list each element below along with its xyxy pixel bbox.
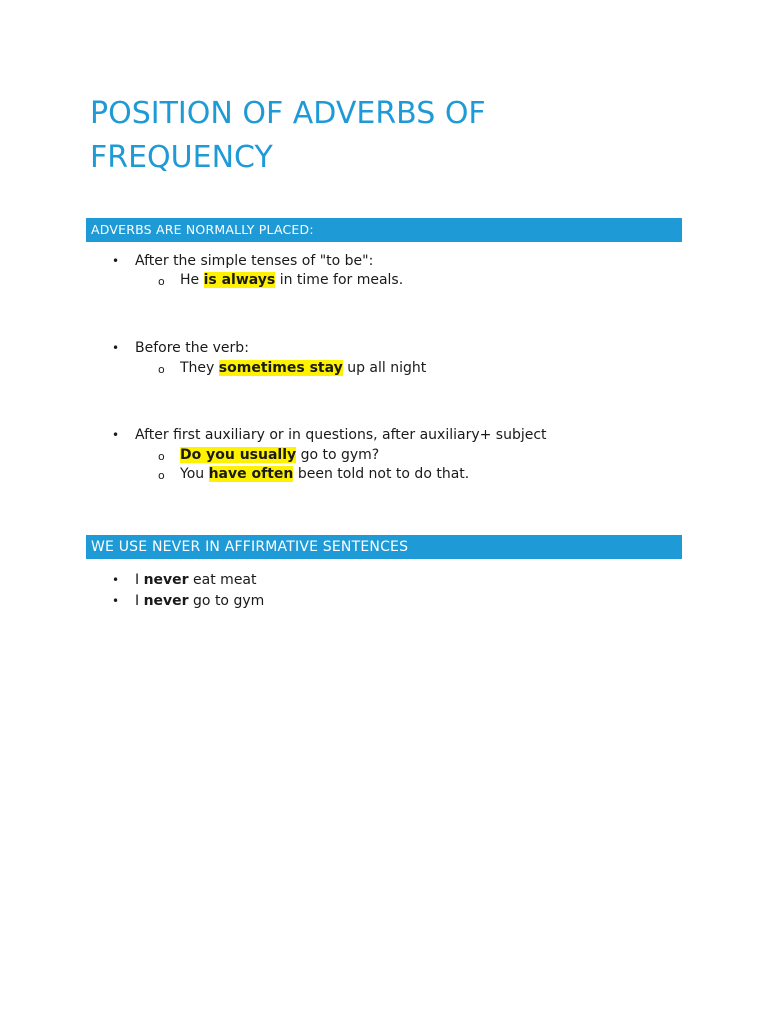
never-example: I never eat meat bbox=[135, 572, 257, 588]
bullet-icon: • bbox=[112, 573, 120, 587]
list-item-rule: After first auxiliary or in questions, after auxiliary+ subject bbox=[135, 427, 547, 443]
sub-bullet-icon: o bbox=[158, 469, 165, 482]
bold-never: never bbox=[143, 593, 189, 609]
example-sentence: He is always in time for meals. bbox=[180, 272, 404, 288]
bold-never: never bbox=[143, 572, 189, 588]
never-example: I never go to gym bbox=[135, 593, 265, 609]
highlighted-adverb: is always bbox=[203, 272, 276, 288]
example-sentence: They sometimes stay up all night bbox=[180, 360, 427, 376]
list-item-rule: After the simple tenses of "to be": bbox=[135, 253, 374, 269]
sub-bullet-icon: o bbox=[158, 450, 165, 463]
bullet-icon: • bbox=[112, 254, 120, 268]
highlighted-adverb: have often bbox=[208, 466, 294, 482]
section-heading-never: WE USE NEVER IN AFFIRMATIVE SENTENCES bbox=[86, 535, 682, 559]
page-title: POSITION OF ADVERBS OF FREQUENCY bbox=[90, 96, 486, 175]
example-sentence: Do you usually go to gym? bbox=[180, 447, 380, 463]
sub-bullet-icon: o bbox=[158, 363, 165, 376]
section-heading-placement: ADVERBS ARE NORMALLY PLACED: bbox=[86, 218, 682, 242]
bullet-icon: • bbox=[112, 428, 120, 442]
bullet-icon: • bbox=[112, 594, 120, 608]
bullet-icon: • bbox=[112, 341, 120, 355]
sub-bullet-icon: o bbox=[158, 275, 165, 288]
example-sentence: You have often been told not to do that. bbox=[180, 466, 470, 482]
highlighted-adverb: sometimes stay bbox=[218, 360, 343, 376]
highlighted-adverb: Do you usually bbox=[180, 447, 297, 463]
list-item-rule: Before the verb: bbox=[135, 340, 249, 356]
